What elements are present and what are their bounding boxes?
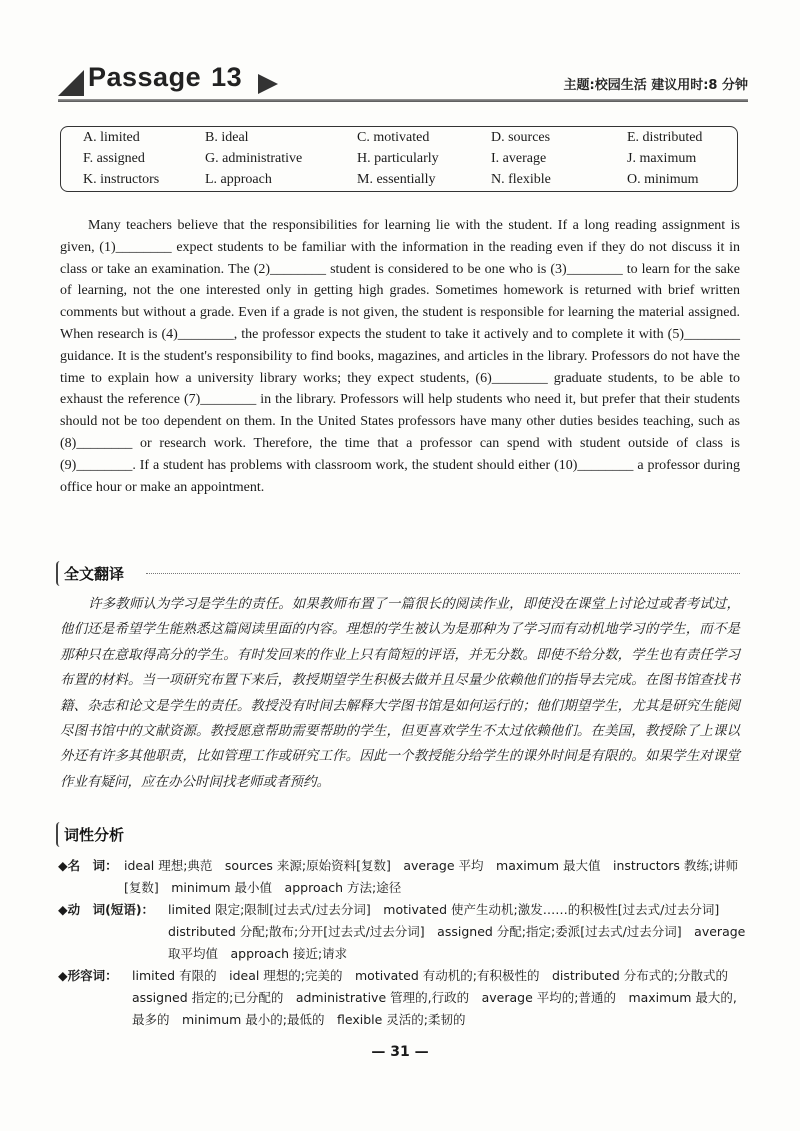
reading-passage (60, 215, 740, 498)
word-option: F. assigned (83, 151, 145, 166)
header-right-triangle-icon (258, 74, 278, 94)
passage-paragraph: Many teachers believe that the responsibilities for learning lie with the student. If a long reading assignment is given, (1)________ expect students to be familiar with the information in the reading even if they do not discuss it in class or take an examination. The (2)________ student is considered to be one who is (3)________ to learn for the sake of learning, not the one interested only in getting high grades. Sometimes homework is returned with brief written comments but without a grade. Even if a grade is not given, the student is responsible for learning the material assigned. When research is (4)________, the professor expects the student to take it actively and to complete it with (5)________ guidance. It is the student's responsibility to find books, magazines, and articles in the library. Professors do not have the time to explain how a university library works; they expect students, (6)________ graduate students, to be able to exhaust the reference (7)________ in the library. Professors will help students who need it, but prefer that their students should not be too dependent on them. In the United States professors have many other duties besides teaching, such as (8)________ or research work. Therefore, the time that a professor can spend with student outside of class is (9)________. If a student has problems with classroom work, the student should either (10)________ a professor during office hour or make an appointment. (60, 218, 740, 495)
passage-header (58, 62, 748, 106)
word-option: D. sources (491, 130, 551, 145)
word-option: H. particularly (357, 151, 439, 166)
word-option: L. approach (205, 172, 272, 187)
pos-analysis (58, 855, 748, 1031)
topic-and-time: 主题:校园生活 建议用时:8 分钟 (563, 78, 748, 93)
analysis-section-label: 词性分析 (56, 822, 130, 847)
noun-row (58, 855, 748, 899)
noun-text: ideal 理想;典范 sources 来源;原始资料[复数] average 平均 maximum 最大值 instructors 教练;讲师[复数] minimum 最小值 approach 方法;途径 (124, 858, 739, 895)
translation-paragraph: 许多教师认为学习是学生的责任。如果教师布置了一篇很长的阅读作业，即使没在课堂上讨论过或者考试过，他们还是希望学生能熟悉这篇阅读里面的内容。理想的学生被认为是那种为了学习而有动机地学习的学生，而不是那种只在意取得高分的学生。有时发回来的作业上只有简短的评语，并无分数。即使不给分数，学生也有责任学习布置的材料。当一项研究布置下来后，教授期望学生积极去做并且尽量少依赖他们的指导去完成。在图书馆查找书籍、杂志和论文是学生的责任。教授没有时间去解释大学图书馆是如何运行的；他们期望学生，尤其是研究生能阅尽图书馆中的文献资源。教授愿意帮助需要帮助的学生，但更喜欢学生不太过依赖他们。在美国，教授除了上课以外还有许多其他职责，比如管理工作或研究工作。因此一个教授能分给学生的课外时间是有限的。如果学生对课堂作业有疑问，应在办公时间找老师或者预约。 (60, 596, 740, 790)
section-divider (146, 573, 740, 574)
word-option: B. ideal (205, 130, 249, 145)
adjective-text: limited 有限的 ideal 理想的;完美的 motivated 有动机的;有积极性的 distributed 分布式的;分散式的 assigned 指定的;已分配的 administrative 管理的,行政的 average 平均的;普通的 maximum 最大的,最多的 minimum 最小的;最低的 flexible 灵活的;柔韧的 (132, 968, 741, 1027)
word-option: O. minimum (627, 172, 699, 187)
verb-row (58, 899, 748, 965)
verb-label: ◆动 词(短语)： (58, 902, 155, 917)
word-option: I. average (491, 151, 547, 166)
word-option: A. limited (83, 130, 140, 145)
header-rule (58, 99, 748, 102)
word-bank (60, 126, 738, 192)
adjective-row (58, 965, 748, 1031)
passage-number: 13 (211, 62, 243, 92)
translation-section-label: 全文翻译 (56, 561, 130, 586)
noun-label: ◆名 词： (58, 858, 118, 873)
word-option: E. distributed (627, 130, 703, 145)
passage-title (88, 62, 242, 93)
word-option: J. maximum (627, 151, 697, 166)
page-number: — 31 — (371, 1044, 429, 1060)
word-option: K. instructors (83, 172, 160, 187)
word-option: M. essentially (357, 172, 436, 187)
passage-title-word: Passage (88, 62, 202, 92)
verb-text: limited 限定;限制[过去式/过去分词] motivated 使产生动机;激发……的积极性[过去式/过去分词] distributed 分配;散布;分开[过去式/过去分词] assigned 分配;指定;委派[过去式/过去分词] average 取平均值 approach 接近;请求 (168, 902, 746, 961)
translation-text (60, 592, 740, 795)
word-option: G. administrative (205, 151, 303, 166)
word-option: N. flexible (491, 172, 551, 187)
header-left-triangle-icon (58, 70, 84, 96)
word-option: C. motivated (357, 130, 430, 145)
adjective-label: ◆形容词： (58, 968, 118, 983)
